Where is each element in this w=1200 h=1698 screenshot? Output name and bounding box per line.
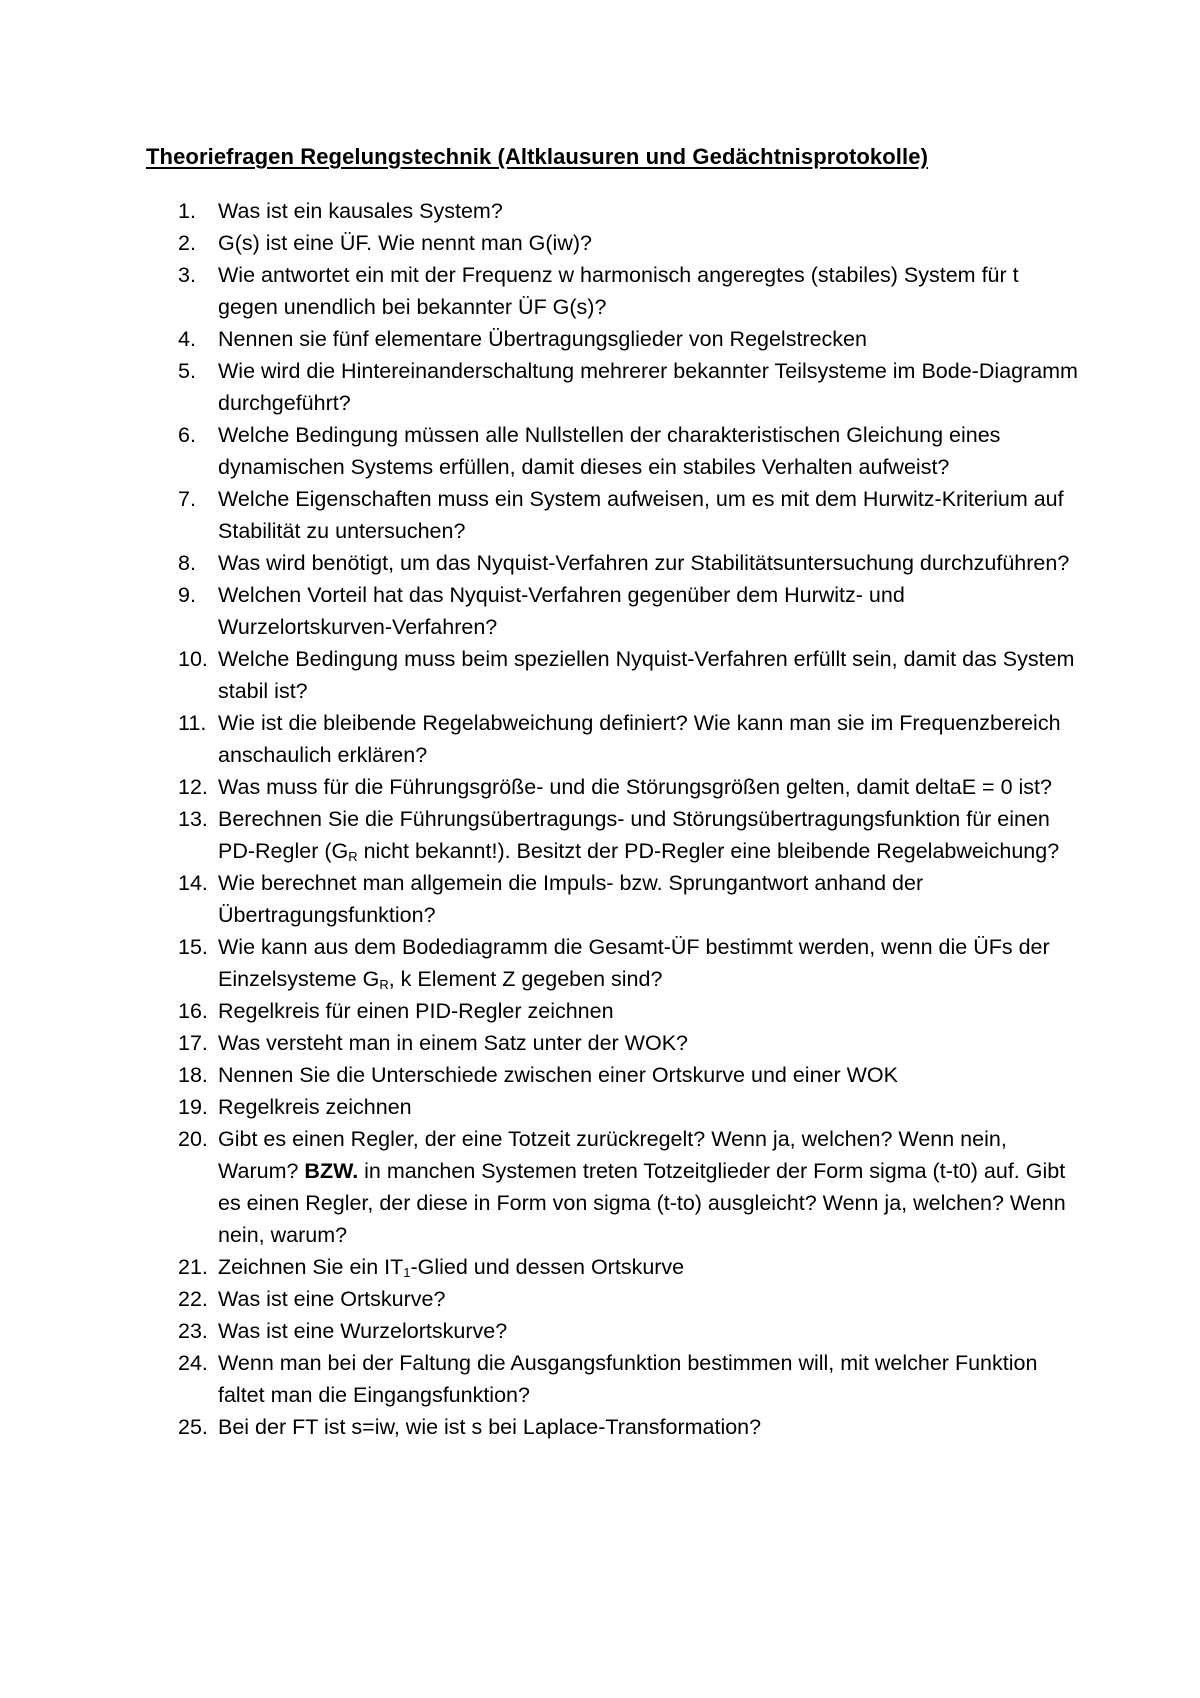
question-text: Was versteht man in einem Satz unter der WOK? [218, 1031, 688, 1055]
question-list [0, 195, 1200, 1443]
question-number: 2. [178, 231, 196, 255]
question-text-part: Wie kann aus dem Bodediagramm die Gesamt-ÜF bestimmt werden, wenn die ÜFs der Einzelsysteme G [218, 935, 1050, 991]
question-text [218, 935, 1050, 991]
question-item [0, 1251, 1078, 1283]
document-title: Theoriefragen Regelungstechnik (Altklausuren und Gedächtnisprotokolle) [146, 144, 928, 169]
question-item [0, 1283, 1078, 1315]
question-text: Wie antwortet ein mit der Frequenz w harmonisch angeregtes (stabiles) System für t gegen unendlich bei bekannter ÜF G(s)? [218, 263, 1019, 319]
question-text: Regelkreis zeichnen [218, 1095, 412, 1119]
question-item [0, 771, 1078, 803]
question-item [0, 995, 1078, 1027]
question-item [0, 579, 1078, 643]
question-number: 4. [178, 327, 196, 351]
question-text: Bei der FT ist s=iw, wie ist s bei Laplace-Transformation? [218, 1415, 762, 1439]
question-text: Was ist eine Wurzelortskurve? [218, 1319, 508, 1343]
question-text: Regelkreis für einen PID-Regler zeichnen [218, 999, 614, 1023]
question-item [0, 355, 1078, 419]
question-item [0, 1091, 1078, 1123]
question-text-part: Berechnen Sie die Führungsübertragungs- und Störungsübertragungsfunktion für einen PD-Regler (G [218, 807, 1050, 863]
question-number: 15. [178, 935, 208, 959]
question-text-part: , k Element Z gegeben sind? [388, 967, 663, 991]
question-text-part: nicht bekannt!). Besitzt der PD-Regler eine bleibende Regelabweichung? [357, 839, 1060, 863]
question-item [0, 1347, 1078, 1411]
question-text [218, 807, 1059, 863]
question-item [0, 1059, 1078, 1091]
question-item [0, 867, 1078, 931]
question-number: 24. [178, 1351, 208, 1375]
question-text: Was muss für die Führungsgröße- und die Störungsgrößen gelten, damit deltaE = 0 ist? [218, 775, 1052, 799]
question-text: Nennen sie fünf elementare Übertragungsglieder von Regelstrecken [218, 327, 867, 351]
question-text: Welche Bedingung muss beim speziellen Nyquist-Verfahren erfüllt sein, damit das System stabil ist? [218, 647, 1075, 703]
question-item [0, 931, 1078, 995]
question-number: 12. [178, 775, 208, 799]
question-number: 1. [178, 199, 196, 223]
question-item [0, 803, 1078, 867]
question-item [0, 1123, 1078, 1251]
question-item [0, 195, 1078, 227]
question-number: 8. [178, 551, 196, 575]
subscript: R [379, 977, 389, 992]
question-number: 7. [178, 487, 196, 511]
question-number: 25. [178, 1415, 208, 1439]
emphasis-text: BZW. [304, 1159, 359, 1183]
subscript: R [348, 849, 358, 864]
question-number: 20. [178, 1127, 208, 1151]
question-item [0, 419, 1078, 483]
question-text: Was wird benötigt, um das Nyquist-Verfahren zur Stabilitätsuntersuchung durchzuführen? [218, 551, 1070, 575]
question-number: 3. [178, 263, 196, 287]
question-number: 11. [178, 711, 207, 735]
question-item [0, 1315, 1078, 1347]
question-number: 19. [178, 1095, 208, 1119]
question-text-part: Zeichnen Sie ein IT [218, 1255, 404, 1279]
question-text: Welche Bedingung müssen alle Nullstellen der charakteristischen Gleichung eines dynamischen Systems erfüllen, damit dieses ein stabiles Verhalten aufweist? [218, 423, 1001, 479]
question-number: 21. [178, 1255, 208, 1279]
question-text: Wie berechnet man allgemein die Impuls- bzw. Sprungantwort anhand der Übertragungsfunktion? [218, 871, 924, 927]
question-text: Nennen Sie die Unterschiede zwischen einer Ortskurve und einer WOK [218, 1063, 898, 1087]
question-text: Welchen Vorteil hat das Nyquist-Verfahren gegenüber dem Hurwitz- und Wurzelortskurven-Verfahren? [218, 583, 905, 639]
question-number: 23. [178, 1319, 208, 1343]
question-text: Wie ist die bleibende Regelabweichung definiert? Wie kann man sie im Frequenzbereich anschaulich erklären? [218, 711, 1061, 767]
question-item [0, 547, 1078, 579]
question-number: 10. [178, 647, 208, 671]
question-number: 6. [178, 423, 196, 447]
question-item [0, 323, 1078, 355]
question-text: Was ist ein kausales System? [218, 199, 503, 223]
question-item [0, 643, 1078, 707]
question-item [0, 1411, 1078, 1443]
question-text: Was ist eine Ortskurve? [218, 1287, 446, 1311]
question-text: Wie wird die Hintereinanderschaltung mehrerer bekannter Teilsysteme im Bode-Diagramm durchgeführt? [218, 359, 1078, 415]
question-text-part: in manchen Systemen treten Totzeitglieder der Form sigma (t-t0) auf. Gibt es einen Regler, der diese in Form von sigma (t-to) ausgleicht? Wenn ja, welchen? Wenn nein, warum? [218, 1159, 1066, 1247]
question-number: 18. [178, 1063, 208, 1087]
question-text [218, 1127, 1066, 1247]
question-text: Wenn man bei der Faltung die Ausgangsfunktion bestimmen will, mit welcher Funktion faltet man die Eingangsfunktion? [218, 1351, 1038, 1407]
question-number: 16. [178, 999, 208, 1023]
question-number: 14. [178, 871, 208, 895]
question-item [0, 227, 1078, 259]
question-text: Welche Eigenschaften muss ein System aufweisen, um es mit dem Hurwitz-Kriterium auf Stabilität zu untersuchen? [218, 487, 1064, 543]
question-item [0, 707, 1078, 771]
question-item [0, 1027, 1078, 1059]
question-text-part: Gibt es einen Regler, der eine Totzeit zurückregelt? Wenn ja, welchen? Wenn nein, Warum? [218, 1127, 1007, 1183]
question-number: 22. [178, 1287, 208, 1311]
question-item [0, 483, 1078, 547]
question-number: 17. [178, 1031, 208, 1055]
subscript: 1 [403, 1265, 411, 1280]
question-text [218, 1255, 684, 1279]
question-number: 9. [178, 583, 196, 607]
question-item [0, 259, 1078, 323]
question-number: 13. [178, 807, 208, 831]
question-text: G(s) ist eine ÜF. Wie nennt man G(iw)? [218, 231, 592, 255]
question-number: 5. [178, 359, 196, 383]
question-text-part: -Glied und dessen Ortskurve [410, 1255, 685, 1279]
